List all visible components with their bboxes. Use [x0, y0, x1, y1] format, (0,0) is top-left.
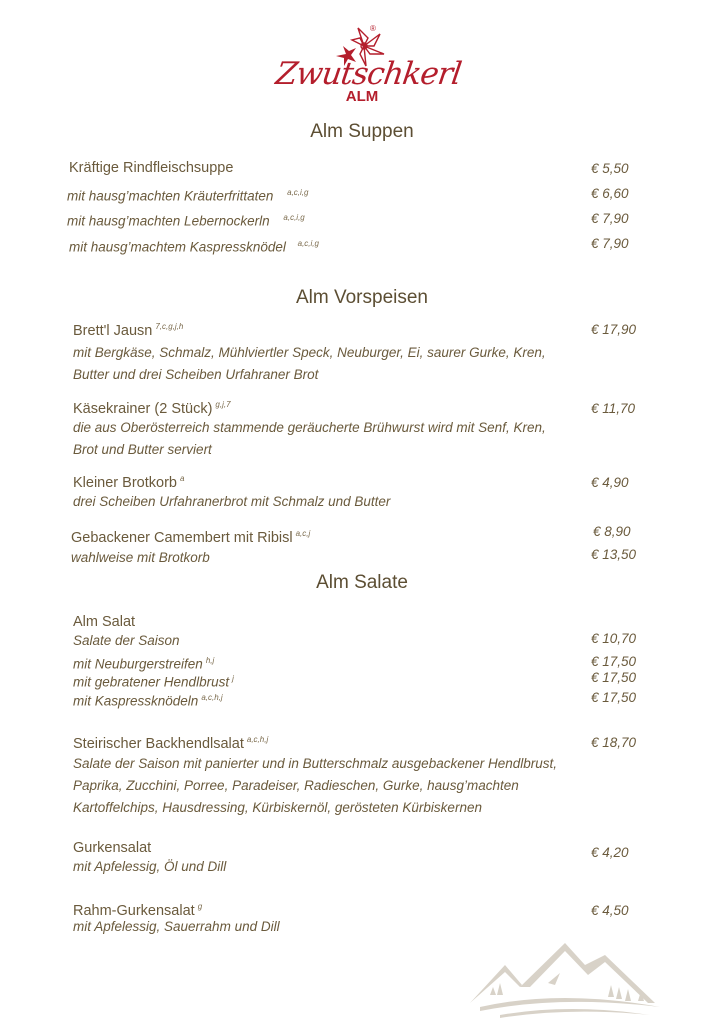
menu-item-description: [73, 753, 557, 819]
description-line: Kartoffelchips, Hausdressing, Kürbiskernöl, gerösteten Kürbiskernen: [73, 800, 482, 815]
allergen-codes: a,c,i,g: [297, 239, 319, 248]
menu-item-variant: [73, 687, 223, 713]
menu-item-variant: [67, 182, 308, 208]
menu-item-price-alt: € 13,50: [591, 547, 637, 562]
item-name-text: Käsekrainer (2 Stück): [73, 400, 213, 417]
menu-item-price: € 8,90: [593, 524, 631, 539]
description-line: wahlweise mit Brotkorb: [71, 550, 210, 565]
section-title-vorspeisen: Alm Vorspeisen: [295, 287, 428, 308]
registered-mark: ®: [370, 24, 376, 33]
allergen-codes: a,c,i,g: [283, 213, 305, 222]
menu-item-description: [73, 856, 226, 878]
allergen-codes: a,c,h,j: [201, 693, 223, 702]
item-name-text: Brett'l Jausn: [73, 322, 153, 339]
allergen-codes: h,j: [205, 656, 215, 665]
menu-item-name: Kräftige Rindfleischsuppe: [69, 160, 234, 176]
menu-item-description: [73, 916, 280, 938]
menu-item-price: € 17,50: [591, 654, 637, 669]
item-name-text: Gebackener Camembert mit Ribisl: [71, 529, 293, 546]
menu-item-name: [73, 735, 268, 752]
section-title-suppen: Alm Suppen: [310, 121, 414, 142]
description-line: Butter und drei Scheiben Urfahraner Brot: [73, 367, 319, 382]
menu-item-price: € 17,50: [591, 670, 637, 685]
logo-subtitle: ALM: [345, 88, 379, 105]
restaurant-logo: [272, 22, 464, 106]
menu-item-variant: [69, 233, 319, 259]
variant-desc: mit hausg’machten Kräuterfrittaten: [67, 188, 274, 204]
menu-item-name: Gurkensalat: [73, 840, 152, 856]
description-line: mit Bergkäse, Schmalz, Mühlviertler Speck, Neuburger, Ei, saurer Gurke, Kren,: [73, 345, 546, 360]
allergen-codes: a,c,i,g: [287, 188, 309, 197]
menu-item-price: € 7,90: [591, 211, 629, 226]
menu-item-price: € 6,60: [591, 186, 629, 201]
item-name-text: Kleiner Brotkorb: [73, 474, 177, 491]
menu-item-name: [73, 322, 183, 339]
allergen-codes: a: [179, 474, 185, 483]
menu-item-name: [73, 474, 184, 491]
section-title-salate: Alm Salate: [316, 572, 408, 593]
menu-item-description: [71, 547, 210, 569]
variant-desc: mit Kaspressknödeln: [73, 693, 199, 709]
variant-desc: mit hausg’machten Lebernockerln: [67, 213, 270, 229]
description-line: Paprika, Zucchini, Porree, Paradeiser, Radieschen, Gurke, hausg’machten: [73, 778, 519, 793]
menu-item-price: € 17,90: [591, 322, 637, 337]
menu-item-price: € 11,70: [591, 401, 636, 416]
menu-item-price: € 7,90: [591, 236, 629, 251]
menu-item-description: [73, 491, 390, 513]
variant-desc: mit hausg’machtem Kaspressknödel: [69, 239, 286, 255]
allergen-codes: g,j,7: [215, 400, 231, 409]
menu-item-price: € 10,70: [591, 631, 637, 646]
menu-item-variant: [67, 207, 305, 233]
description-line: die aus Oberösterreich stammende geräucherte Brühwurst wird mit Senf, Kren,: [73, 420, 546, 435]
variant-desc: mit Neuburgerstreifen: [73, 656, 203, 672]
variant-desc: mit gebratener Hendlbrust: [73, 674, 230, 690]
menu-item-name: [73, 400, 231, 417]
description-line: Salate der Saison mit panierter und in Butterschmalz ausgebackener Hendlbrust,: [73, 756, 558, 771]
menu-item-description: [73, 342, 546, 386]
allergen-codes: j: [232, 674, 234, 683]
allergen-codes: 7,c,g,j,h: [155, 322, 184, 331]
description-line: Brot und Butter serviert: [73, 442, 212, 457]
description-line: mit Apfelessig, Sauerrahm und Dill: [73, 919, 280, 934]
description-line: drei Scheiben Urfahranerbrot mit Schmalz und Butter: [73, 494, 391, 509]
mountain-icon: [460, 925, 665, 1020]
allergen-codes: a,c,j: [295, 529, 311, 538]
menu-item-price: € 18,70: [591, 735, 637, 750]
allergen-codes: g: [197, 902, 203, 911]
menu-item-name: Alm Salat: [73, 614, 136, 630]
menu-item-variant: [73, 630, 180, 652]
menu-item-name: [71, 529, 310, 546]
item-name-text: Steirischer Backhendlsalat: [73, 735, 244, 752]
allergen-codes: a,c,h,j: [246, 735, 269, 744]
menu-item-price: € 17,50: [591, 690, 637, 705]
menu-item-price: € 4,50: [591, 903, 629, 918]
item-name-text: Rahm-Gurkensalat: [73, 902, 195, 919]
menu-item-price: € 5,50: [591, 161, 629, 176]
menu-item-price: € 4,20: [591, 845, 629, 860]
logo-wordmark: Zwutschkerl: [273, 56, 464, 92]
description-line: mit Apfelessig, Öl und Dill: [73, 859, 227, 874]
variant-desc: Salate der Saison: [73, 633, 180, 648]
menu-item-price: € 4,90: [591, 475, 629, 490]
menu-item-description: [73, 417, 546, 461]
